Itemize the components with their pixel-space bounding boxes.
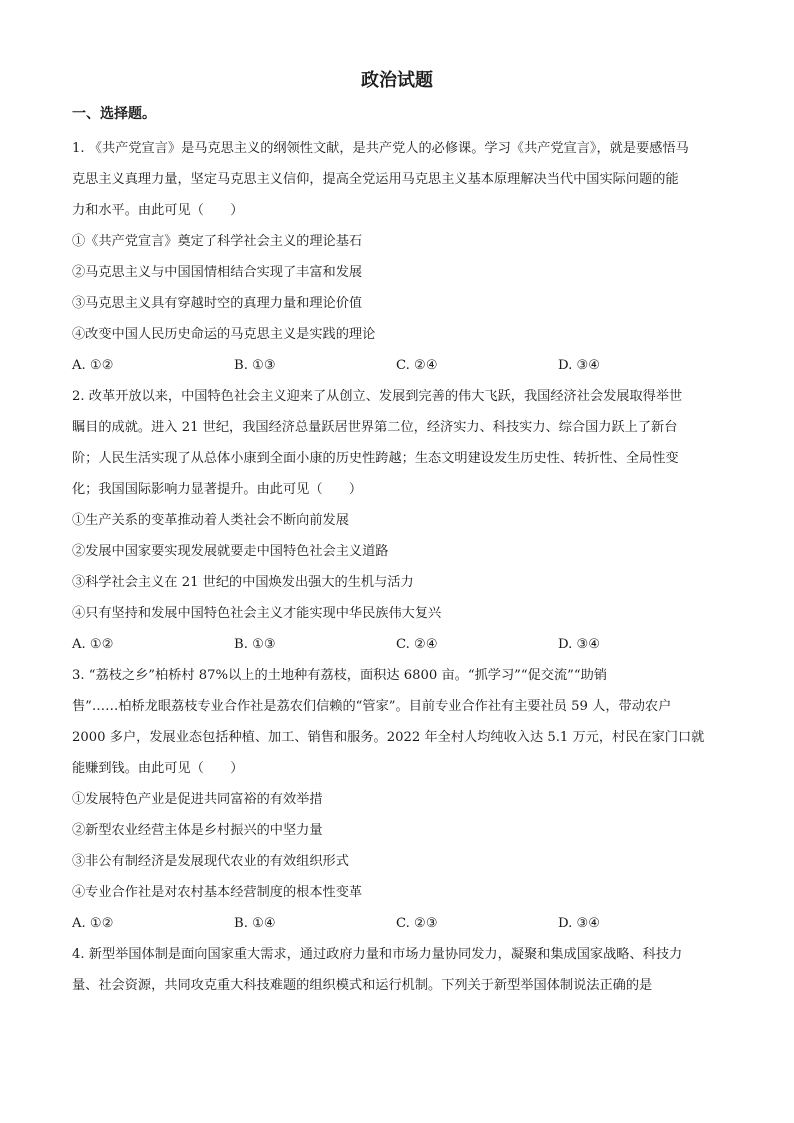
answer-choice: B. ①③	[234, 358, 276, 373]
exam-page	[72, 66, 722, 1001]
stem-line: 量、社会资源，共同攻克重大科技难题的组织模式和运行机制。下列关于新型举国体制说法正确的是	[72, 978, 653, 993]
statement-option: ②发展中国家要实现发展就要走中国特色社会主义道路	[72, 544, 389, 559]
question-stem	[72, 660, 722, 784]
answer-choice: B. ①④	[234, 916, 276, 931]
stem-line: 1. 《共产党宣言》是马克思主义的纲领性文献，是共产党人的必修课。学习《共产党宣言》，就是要感悟马	[72, 141, 689, 156]
answer-choices	[72, 350, 722, 381]
question-stem	[72, 133, 722, 226]
stem-line: 4. 新型举国体制是面向国家重大需求，通过政府力量和市场力量协同发力，凝聚和集成国家战略、科技力	[72, 947, 683, 962]
answer-choice: A. ①②	[72, 916, 114, 931]
answer-choices	[72, 908, 722, 939]
stem-line: 2. 改革开放以来，中国特色社会主义迎来了从创立、发展到完善的伟大飞跃，我国经济社会发展取得举世	[72, 389, 683, 404]
statement-option: ①生产关系的变革推动着人类社会不断向前发展	[72, 513, 349, 528]
stem-line: 2000 多户，发展业态包括种植、加工、销售和服务。2022 年全村人均纯收入达 5.1 万元，村民在家门口就	[72, 730, 705, 745]
answer-choice: D. ③④	[558, 358, 601, 373]
statement-option: ①《共产党宣言》奠定了科学社会主义的理论基石	[72, 234, 363, 249]
page-title: 政治试题	[361, 70, 433, 91]
answer-choice: D. ③④	[558, 637, 601, 652]
question-list	[72, 133, 722, 1001]
statement-option: ②新型农业经营主体是乡村振兴的中坚力量	[72, 823, 323, 838]
section-heading: 一、选择题。	[72, 106, 156, 122]
stem-line: 克思主义真理力量，坚定马克思主义信仰，提高全党运用马克思主义基本原理解决当代中国实际问题的能	[72, 172, 679, 187]
answer-choice: C. ②③	[396, 916, 438, 931]
question-4	[72, 939, 722, 1001]
answer-choices	[72, 629, 722, 660]
question-stem	[72, 381, 722, 505]
statement-option: ④只有坚持和发展中国特色社会主义才能实现中华民族伟大复兴	[72, 606, 442, 621]
stem-line: 售”……柏桥龙眼荔枝专业合作社是荔农们信赖的“管家”。目前专业合作社有主要社员 59 人，带动农户	[72, 699, 672, 714]
stem-line: 3. “荔枝之乡”柏桥村 87%以上的土地种有荔枝，面积达 6800 亩。“抓学习”“促交流”“助销	[72, 668, 608, 683]
answer-choice: C. ②④	[396, 637, 438, 652]
answer-choice: D. ③④	[558, 916, 601, 931]
statement-option: ③非公有制经济是发展现代农业的有效组织形式	[72, 854, 349, 869]
statement-option: ②马克思主义与中国国情相结合实现了丰富和发展	[72, 265, 363, 280]
statement-option: ①发展特色产业是促进共同富裕的有效举措	[72, 792, 323, 807]
answer-choice: A. ①②	[72, 358, 114, 373]
answer-choice: A. ①②	[72, 637, 114, 652]
statement-option: ④专业合作社是对农村基本经营制度的根本性变革	[72, 885, 363, 900]
stem-line: 化；我国国际影响力显著提升。由此可见（ ）	[72, 482, 363, 497]
statement-option: ④改变中国人民历史命运的马克思主义是实践的理论	[72, 327, 376, 342]
stem-line: 力和水平。由此可见（ ）	[72, 203, 244, 218]
stem-line: 阶；人民生活实现了从总体小康到全面小康的历史性跨越；生态文明建设发生历史性、转折性、全局性变	[72, 451, 679, 466]
answer-choice: C. ②④	[396, 358, 438, 373]
question-stem	[72, 939, 722, 1001]
stem-line: 瞩目的成就。进入 21 世纪，我国经济总量跃居世界第二位，经济实力、科技实力、综合国力跃上了新台	[72, 420, 678, 435]
answer-choice: B. ①③	[234, 637, 276, 652]
question-1	[72, 133, 722, 381]
question-2	[72, 381, 722, 660]
statement-option: ③马克思主义具有穿越时空的真理力量和理论价值	[72, 296, 363, 311]
question-3	[72, 660, 722, 939]
statement-option: ③科学社会主义在 21 世纪的中国焕发出强大的生机与活力	[72, 575, 414, 590]
stem-line: 能赚到钱。由此可见（ ）	[72, 761, 244, 776]
